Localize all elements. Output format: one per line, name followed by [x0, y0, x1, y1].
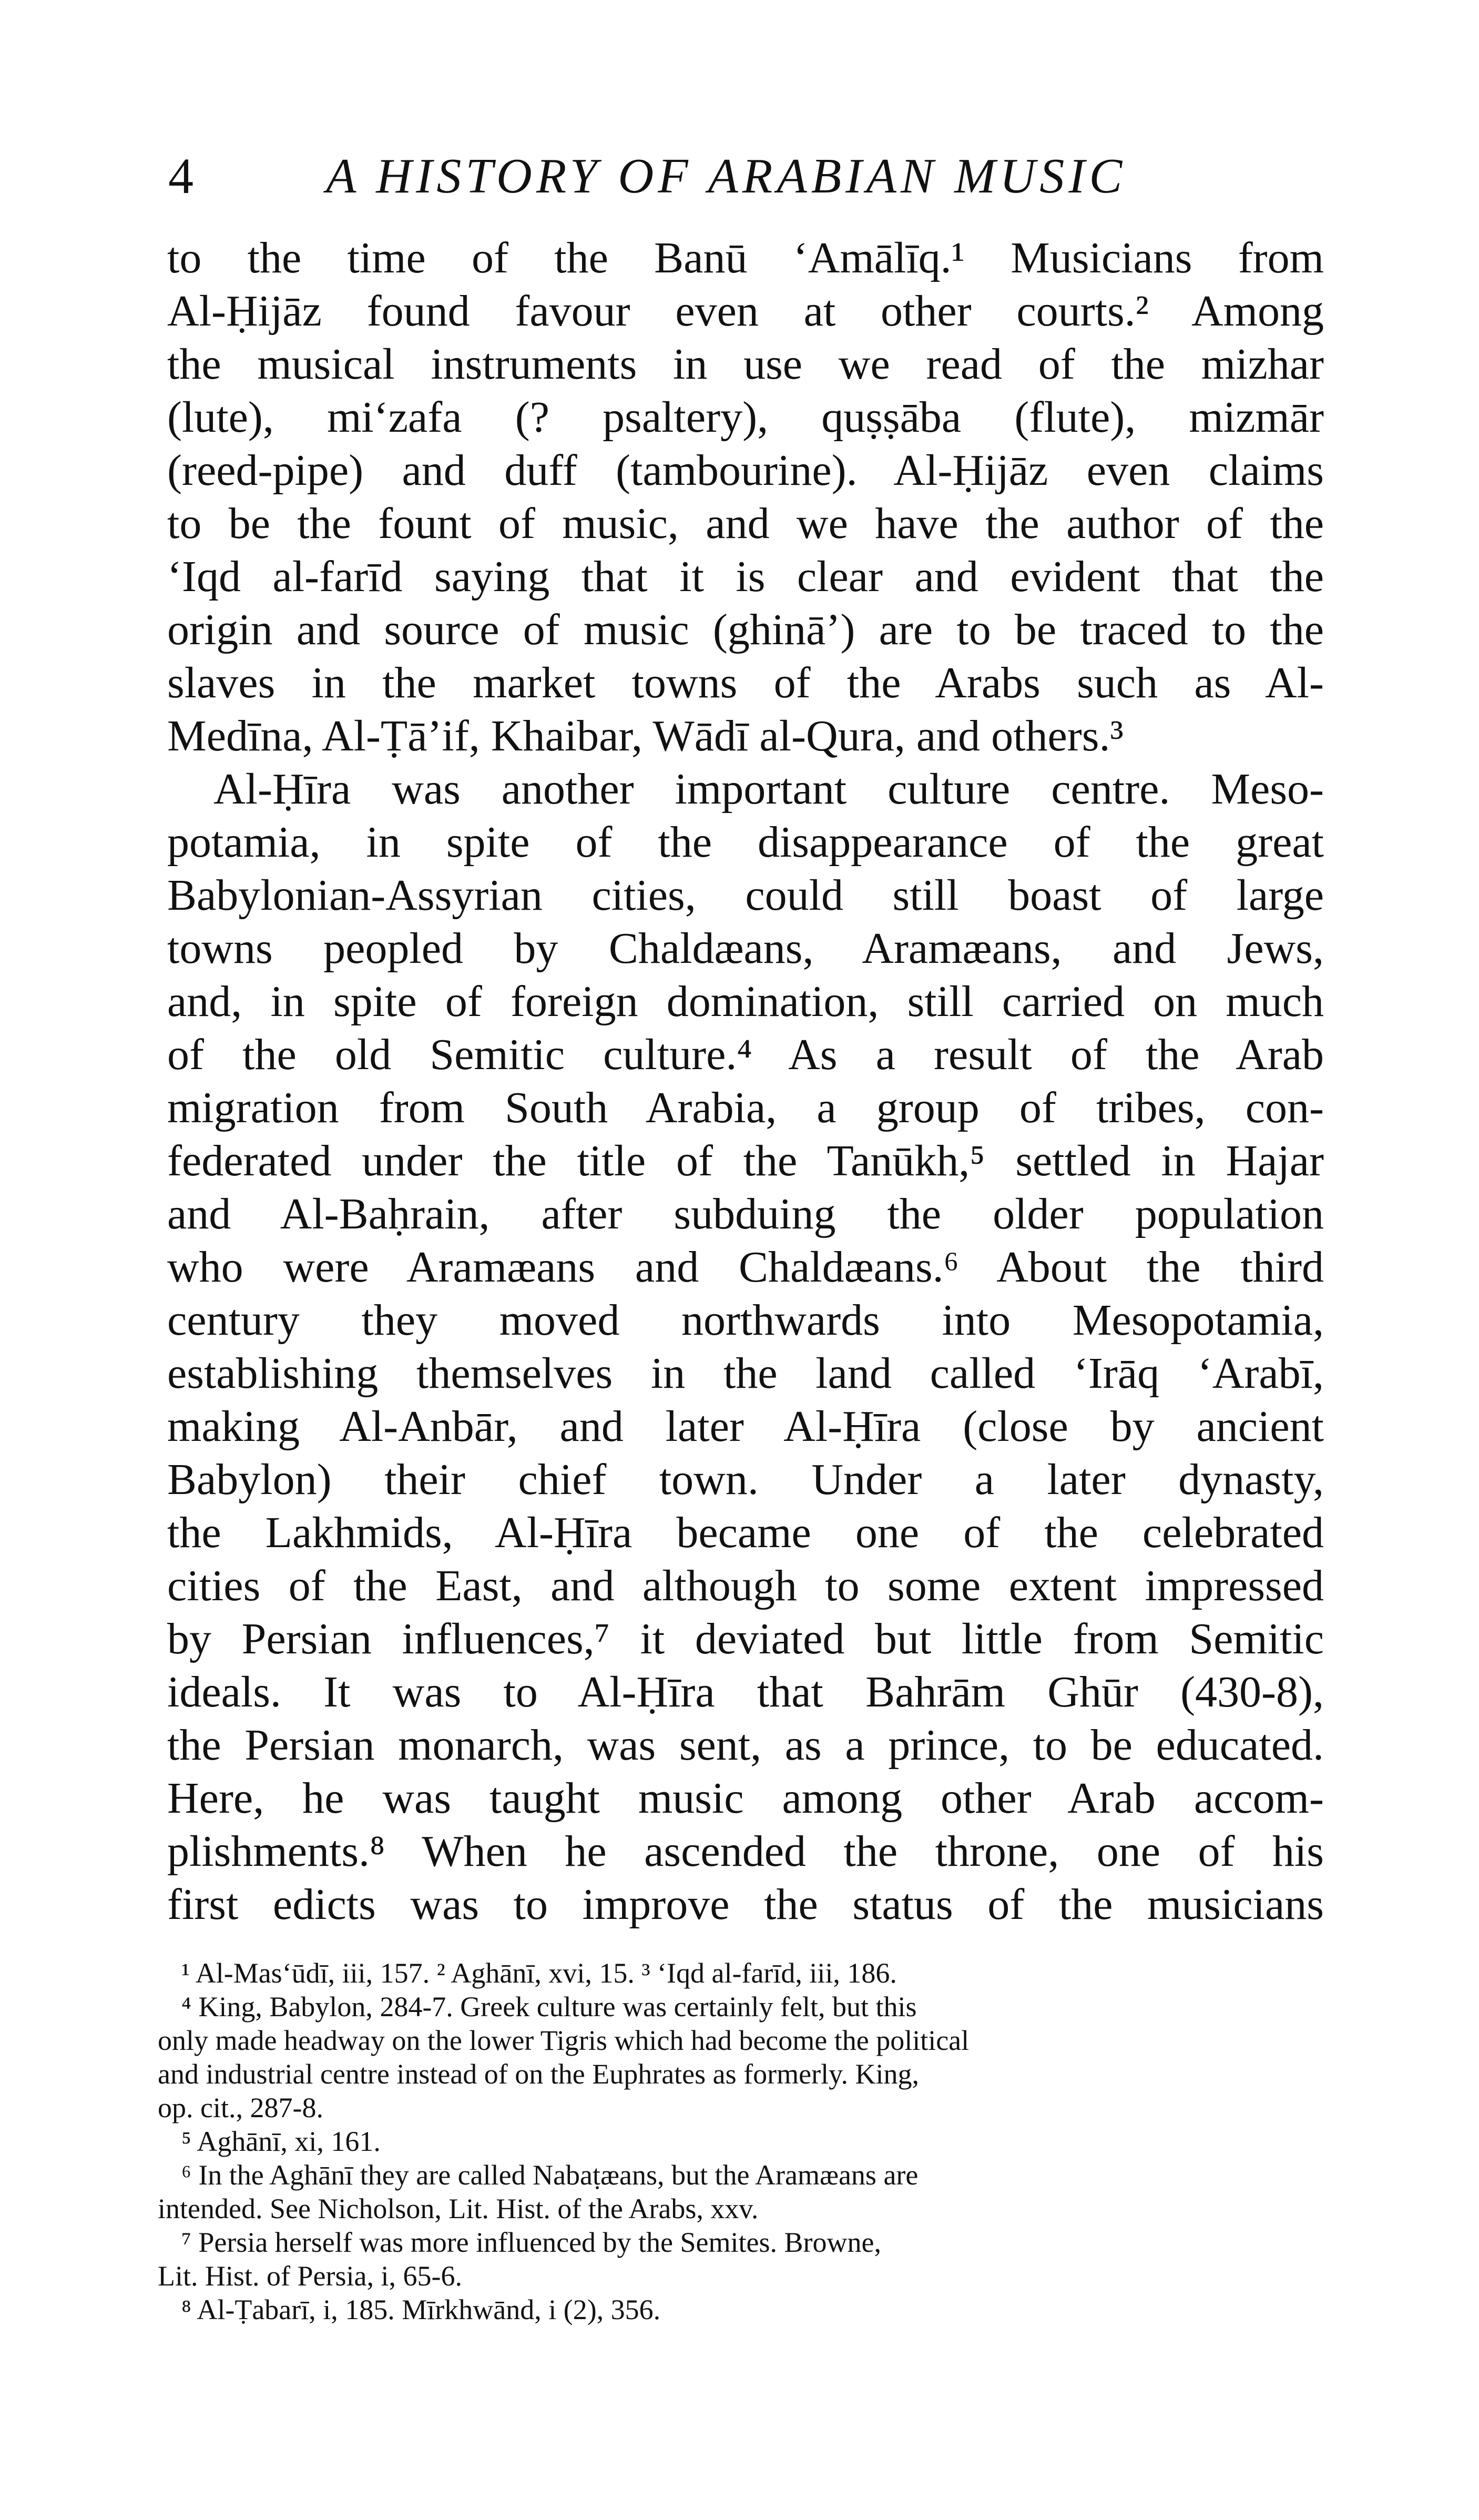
footnote-line: ⁴ King, Babylon, 284-7. Greek culture was certainly felt, but this — [181, 1991, 917, 2023]
running-head — [168, 142, 1335, 210]
body-line: and Al-Baḥrain, after subduing the older population — [167, 1190, 1324, 1238]
footnotes — [158, 1956, 1330, 2326]
book-title: A HISTORY OF ARABIAN MUSIC — [326, 149, 1127, 204]
body-line: of the old Semitic culture.⁴ As a result of the Arab — [167, 1030, 1324, 1079]
footnote-line: ⁷ Persia herself was more influenced by the Semites. Browne, — [181, 2227, 881, 2258]
body-line: to the time of the Banū ‘Amālīq.¹ Musicians from — [167, 233, 1324, 282]
body-line: plishments.⁸ When he ascended the throne, one of his — [167, 1827, 1324, 1876]
body-line: migration from South Arabia, a group of tribes, con- — [167, 1083, 1324, 1132]
footnote-line: only made headway on the lower Tigris which had become the political — [158, 2025, 970, 2056]
body-line: the Lakhmids, Al-Ḥīra became one of the celebrated — [167, 1508, 1324, 1557]
body-line: first edicts was to improve the status of the musicians — [167, 1880, 1324, 1929]
body-line: making Al-Anbār, and later Al-Ḥīra (close by ancient — [167, 1402, 1324, 1451]
body-line: federated under the title of the Tanūkh,⁵ settled in Hajar — [167, 1136, 1324, 1185]
body-line: (reed-pipe) and duff (tambourine). Al-Ḥijāz even claims — [167, 446, 1324, 495]
body-line: and, in spite of foreign domination, still carried on much — [167, 977, 1324, 1026]
body-line: cities of the East, and although to some extent impressed — [167, 1561, 1324, 1610]
footnote-line: ⁵ Aghānī, xi, 161. — [181, 2126, 381, 2157]
footnote-line: ¹ Al-Mas‘ūdī, iii, 157. ² Aghānī, xvi, 15. ³ ‘Iqd al-farīd, iii, 186. — [181, 1957, 897, 1989]
body-text — [167, 231, 1324, 1931]
body-line: origin and source of music (ghinā’) are to be traced to the — [167, 605, 1324, 654]
body-line: establishing themselves in the land called ‘Irāq ‘Arabī, — [167, 1349, 1324, 1398]
body-line: towns peopled by Chaldæans, Aramæans, and Jews, — [167, 924, 1324, 973]
body-line: by Persian influences,⁷ it deviated but little from Semitic — [167, 1614, 1324, 1663]
body-line: ‘Iqd al-farīd saying that it is clear and evident that the — [167, 552, 1324, 601]
body-line: (lute), mi‘zafa (? psaltery), quṣṣāba (flute), mizmār — [167, 393, 1324, 442]
footnote-line: Lit. Hist. of Persia, i, 65-6. — [158, 2260, 462, 2292]
body-line: Al-Ḥijāz found favour even at other courts.² Among — [167, 287, 1324, 336]
body-line: the Persian monarch, was sent, as a prince, to be educated. — [167, 1721, 1324, 1770]
body-line: century they moved northwards into Mesopotamia, — [167, 1296, 1324, 1345]
page-number: 4 — [168, 148, 193, 204]
body-line: who were Aramæans and Chaldæans.⁶ About the third — [167, 1243, 1324, 1292]
footnote-line: and industrial centre instead of on the Euphrates as formerly. King, — [158, 2058, 920, 2090]
body-line: Babylon) their chief town. Under a later dynasty, — [167, 1455, 1324, 1504]
body-line: Medīna, Al-Ṭā’if, Khaibar, Wādī al-Qura, and others.³ — [167, 712, 1124, 760]
body-line: to be the fount of music, and we have the author of the — [167, 499, 1324, 548]
body-line: Al-Ḥīra was another important culture centre. Meso- — [213, 765, 1324, 814]
footnote-line: ⁶ In the Aghānī they are called Nabaṭæans, but the Aramæans are — [181, 2159, 919, 2191]
body-line: potamia, in spite of the disappearance of the great — [167, 818, 1324, 867]
body-line: ideals. It was to Al-Ḥīra that Bahrām Ghūr (430-8), — [167, 1668, 1324, 1716]
footnote-line: op. cit., 287-8. — [158, 2092, 323, 2123]
body-line: the musical instruments in use we read of the mizhar — [167, 340, 1324, 389]
body-line: Babylonian-Assyrian cities, could still boast of large — [167, 871, 1324, 920]
body-line: slaves in the market towns of the Arabs such as Al- — [167, 658, 1324, 707]
footnote-line: ⁸ Al-Ṭabarī, i, 185. Mīrkhwānd, i (2), 356. — [181, 2294, 661, 2325]
body-line: Here, he was taught music among other Arab accom- — [167, 1774, 1324, 1823]
footnote-line: intended. See Nicholson, Lit. Hist. of the Arabs, xxv. — [158, 2193, 759, 2224]
